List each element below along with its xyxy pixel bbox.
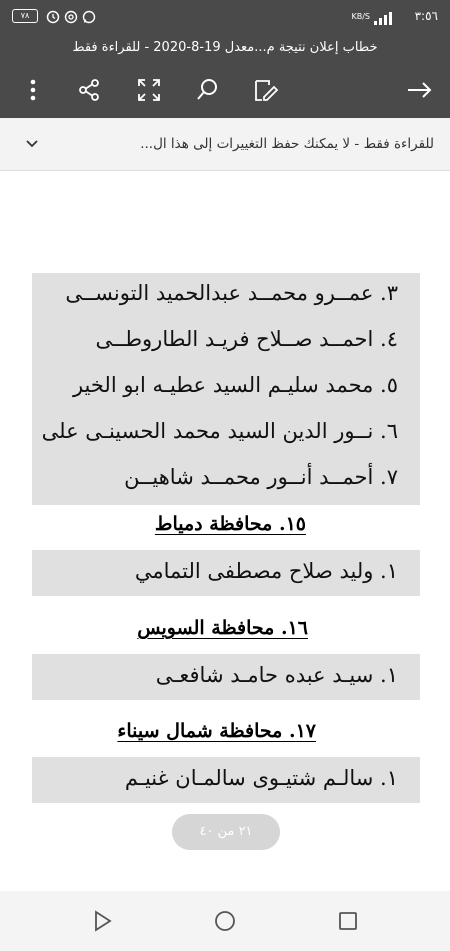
read-only-notice-text: للقراءة فقط - لا يمكنك حفظ التغييرات إلى هذا ال... bbox=[140, 136, 434, 152]
section-heading: ١٦. محافظة السويس bbox=[137, 617, 308, 639]
recents-square-icon[interactable] bbox=[336, 909, 360, 933]
list-item: ٥. محمد سليـم السيد عطيـه ابو الخير bbox=[72, 373, 398, 397]
more-vert-icon[interactable] bbox=[18, 75, 48, 105]
document-page bbox=[0, 171, 450, 891]
section-heading: ١٥. محافظة دمياط bbox=[154, 513, 306, 535]
alarm-icon bbox=[46, 9, 60, 23]
system-nav-bar bbox=[0, 891, 450, 951]
signal-icon bbox=[374, 10, 394, 23]
share-icon[interactable] bbox=[74, 75, 104, 105]
section-heading: ١٧. محافظة شمال سيناء bbox=[117, 720, 316, 742]
document-title: خطاب إعلان نتيجة م...معدل 19-8-2020 - للقراءة فقط bbox=[0, 34, 450, 62]
status-bar bbox=[0, 0, 450, 34]
app-toolbar bbox=[0, 62, 450, 118]
fullscreen-icon[interactable] bbox=[134, 75, 164, 105]
list-item: ١. وليد صلاح مصطفى التمامي bbox=[134, 559, 398, 583]
page-indicator: ٢١ من ٤٠ bbox=[172, 814, 280, 850]
list-item: ٣. عمــرو محمــد عبدالحميد التونســى bbox=[65, 281, 398, 305]
battery-level: ٧٨ bbox=[20, 11, 30, 20]
forward-arrow-icon[interactable] bbox=[404, 75, 434, 105]
list-item: ٤. احمــد صــلاح فريـد الطاروطــى bbox=[95, 327, 398, 351]
search-icon[interactable] bbox=[192, 75, 222, 105]
at-sign-icon bbox=[64, 9, 78, 23]
network-speed: KB/S bbox=[351, 12, 370, 21]
chevron-down-icon[interactable] bbox=[24, 136, 40, 152]
back-triangle-icon[interactable] bbox=[90, 909, 114, 933]
status-time: ٣:٥٦ bbox=[414, 9, 438, 23]
list-item: ١. سالـم شتيـوى سالمـان غنيـم bbox=[124, 766, 398, 790]
home-circle-icon[interactable] bbox=[213, 909, 237, 933]
whatsapp-icon bbox=[82, 9, 96, 23]
list-item: ٧. أحمــد أنــور محمــد شاهيــن bbox=[124, 465, 398, 489]
list-item: ١. سيـد عبده حامـد شافعـى bbox=[155, 663, 398, 687]
read-only-notice[interactable] bbox=[0, 118, 450, 171]
list-item: ٦. نــور الدين السيد محمد الحسينـى على bbox=[41, 419, 398, 443]
edit-icon[interactable] bbox=[250, 75, 280, 105]
battery-icon bbox=[12, 9, 38, 23]
